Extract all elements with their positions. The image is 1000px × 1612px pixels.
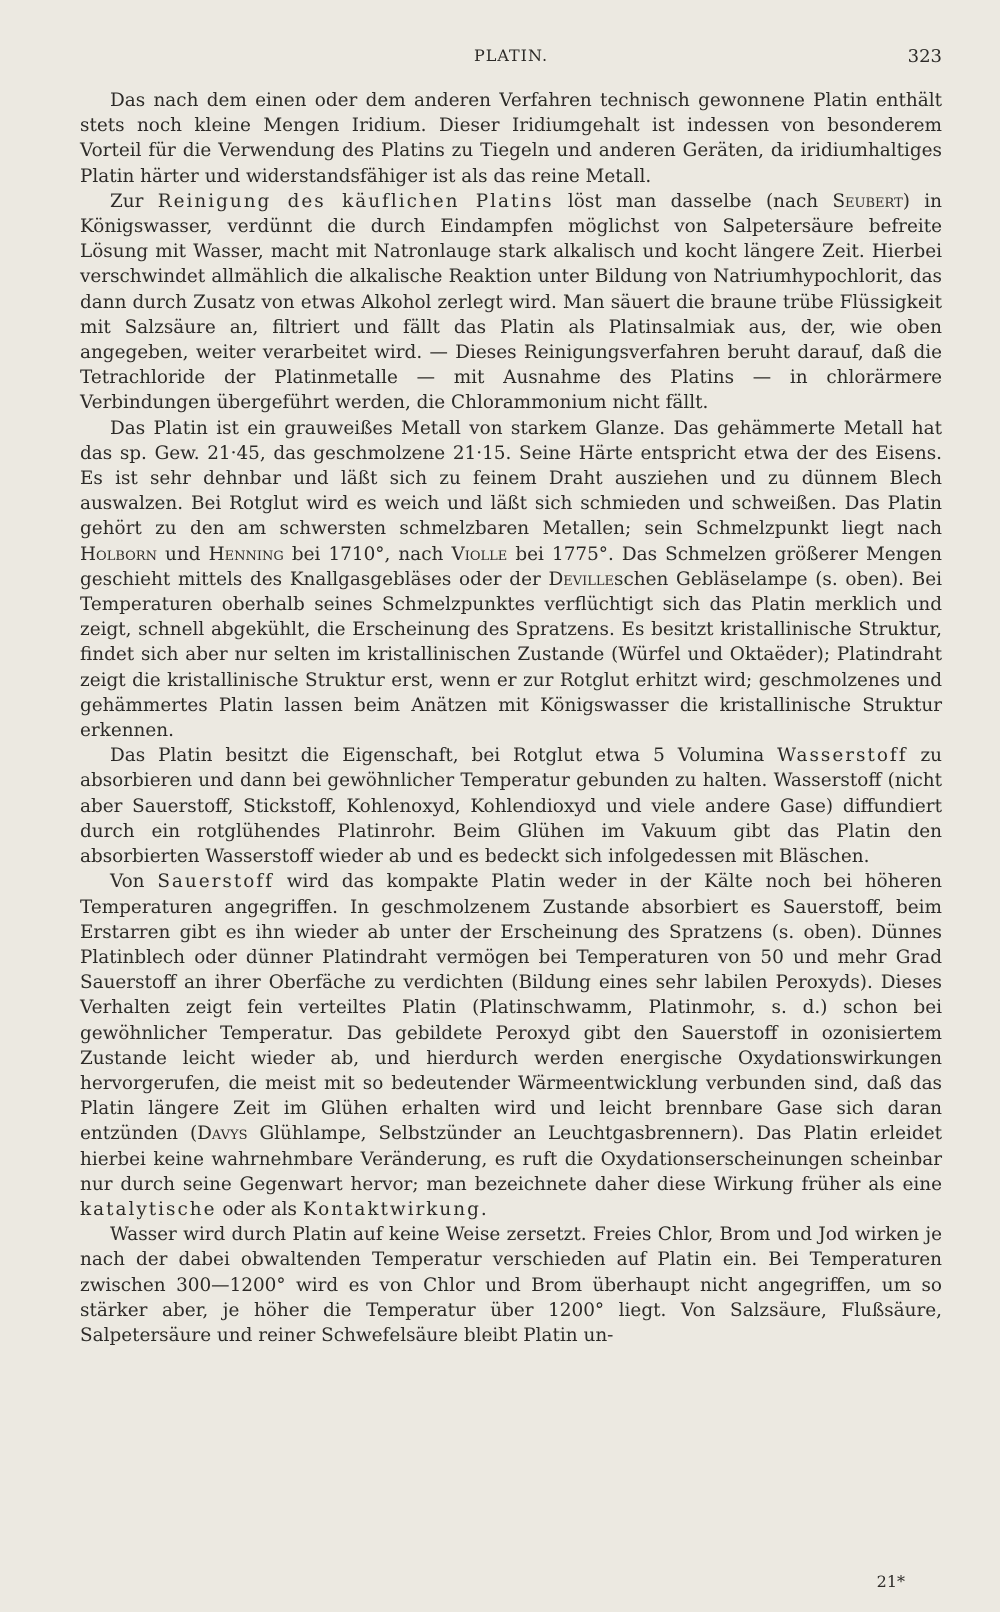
text-run: bei 1775°. Das Schmelzen größerer Mengen geschieht mittels des Knallgasgebläses oder der	[80, 543, 943, 590]
author-name: Henning	[208, 543, 284, 565]
body-text	[80, 88, 942, 1348]
author-name: Deville	[548, 568, 614, 590]
author-name: Holborn	[80, 543, 157, 565]
page-title: PLATIN.	[473, 46, 549, 65]
text-run: Wasser wird durch Platin auf keine Weise zersetzt. Freies Chlor, Brom und Jod wirken je nach der dabei obwaltenden Temperatur verschieden auf Platin ein. Bei Temperaturen zwischen 300—1200° wird es von Chlor und Brom überhaupt nicht angegriffen, um so stärker aber, je höher die Temperatur über 1200° liegt. Von Salzsäure, Flußsäure, Salpetersäure und reiner Schwefelsäure bleibt Platin un-	[80, 1224, 942, 1346]
text-run: Glühlampe, Selbstzünder an Leuchtgasbrennern). Das Platin erleidet hierbei keine wahrnehmbare Veränderung, es ruft die Oxydationserscheinungen scheinbar nur durch seine Gegenwart hervor; man bezeichnete daher diese Wirkung früher als eine	[80, 1123, 942, 1195]
emphasized-term: Reinigung des käuflichen Platins	[157, 190, 554, 212]
emphasized-term: Wasserstoff	[777, 745, 908, 767]
text-run: .	[480, 1198, 487, 1220]
author-name: Davys	[197, 1123, 248, 1145]
running-head	[80, 46, 942, 70]
paragraph	[80, 1222, 942, 1348]
text-run: bei 1710°, nach	[283, 543, 452, 565]
author-name: Violle	[451, 543, 508, 565]
paragraph	[80, 88, 942, 189]
paragraph	[80, 189, 942, 416]
paragraph	[80, 416, 942, 744]
printer-signature: 21*	[876, 1572, 905, 1591]
text-run: Das nach dem einen oder dem anderen Verfahren technisch gewonnene Platin enthält stets noch kleine Mengen Iridium. Dieser Iridiumgehalt ist indessen von besonderem Vorteil für die Verwendung des Platins zu Tiegeln und anderen Geräten, da iridiumhaltiges Platin härter und widerstandsfähiger ist als das reine Metall.	[80, 90, 942, 187]
text-run: Zur	[110, 190, 158, 212]
text-run: und	[156, 543, 209, 565]
text-run: schen Gebläselampe (s. oben). Bei Temperaturen oberhalb seines Schmelzpunktes verflüchtigt sich das Platin merklich und zeigt, schnell abgekühlt, die Erscheinung des Spratzens. Es besitzt kristallinische Struktur, findet sich aber nur selten im kristallinischen Zustande (Würfel und Oktaëder); Platindraht zeigt die kristallinische Struktur erst, wenn er zur Rotglut erhitzt wird; geschmolzenes und gehämmertes Platin lassen beim Anätzen mit Königswasser die kristallinische Struktur erkennen.	[80, 568, 942, 742]
emphasized-term: Kontaktwirkung	[302, 1198, 481, 1220]
text-run: Von	[110, 871, 158, 893]
page-number: 323	[907, 46, 942, 67]
text-run: oder als	[216, 1198, 303, 1220]
text-run: löst man dasselbe (nach	[553, 190, 833, 212]
author-name: Seubert	[832, 190, 903, 212]
emphasized-term: Sauerstoff	[157, 871, 274, 893]
text-run: zu absorbieren und dann bei gewöhnlicher Temperatur gebunden zu halten. Wasserstoff (nicht aber Sauerstoff, Stickstoff, Kohlenoxyd, Kohlendioxyd und viele andere Gase) diffundiert durch ein rotglühendes Platinrohr. Beim Glühen im Vakuum gibt das Platin den absorbierten Wasserstoff wieder ab und es bedeckt sich infolgedessen mit Bläschen.	[80, 745, 942, 868]
text-run: ) in Königswasser, verdünnt die durch Eindampfen möglichst von Salpetersäure befreite Lösung mit Wasser, macht mit Natronlauge stark alkalisch und kocht längere Zeit. Hierbei verschwindet allmählich die alkalische Reaktion unter Bildung von Natriumhypochlorit, das dann durch Zusatz von etwas Alkohol zerlegt wird. Man säuert die braune trübe Flüssigkeit mit Salzsäure an, filtriert und fällt das Platin als Platinsalmiak aus, der, wie oben angegeben, weiter verarbeitet wird. — Dieses Reinigungsverfahren beruht darauf, daß die Tetrachloride der Platinmetalle — mit Ausnahme des Platins — in chlorärmere Verbindungen übergeführt werden, die Chlorammonium nicht fällt.	[80, 190, 943, 414]
text-run: Das Platin ist ein grauweißes Metall von starkem Glanze. Das gehämmerte Metall hat das sp. Gew. 21·45, das geschmolzene 21·15. Seine Härte entspricht etwa der des Eisens. Es ist sehr dehnbar und läßt sich zu feinem Draht ausziehen und zu dünnem Blech auswalzen. Bei Rotglut wird es weich und läßt sich schmieden und schweißen. Das Platin gehört zu den am schwersten schmelzbaren Metallen; sein Schmelzpunkt liegt nach	[80, 417, 942, 540]
paragraph	[80, 743, 942, 869]
emphasized-term: katalytische	[80, 1198, 217, 1220]
paragraph	[80, 869, 942, 1222]
text-run: wird das kompakte Platin weder in der Kälte noch bei höheren Temperaturen angegriffen. In geschmolzenem Zustande absorbiert es Sauerstoff, beim Erstarren gibt es ihn wieder ab unter der Erscheinung des Spratzens (s. oben). Dünnes Platinblech oder dünner Platindraht vermögen bei Temperaturen von 50 und mehr Grad Sauerstoff an ihrer Oberfäche zu verdichten (Bildung eines sehr labilen Peroxyds). Dieses Verhalten zeigt fein verteiltes Platin (Platinschwamm, Platinmohr, s. d.) schon bei gewöhnlicher Temperatur. Das gebildete Peroxyd gibt den Sauerstoff in ozonisiertem Zustande leicht wieder ab, und hierdurch werden energische Oxydationswirkungen hervorgerufen, die meist mit so bedeutender Wärmeentwicklung verbunden sind, daß das Platin längere Zeit im Glühen erhalten wird und leicht brennbare Gase sich daran entzünden (	[80, 871, 942, 1145]
text-run: Das Platin besitzt die Eigenschaft, bei Rotglut etwa 5 Volumina	[110, 745, 778, 767]
